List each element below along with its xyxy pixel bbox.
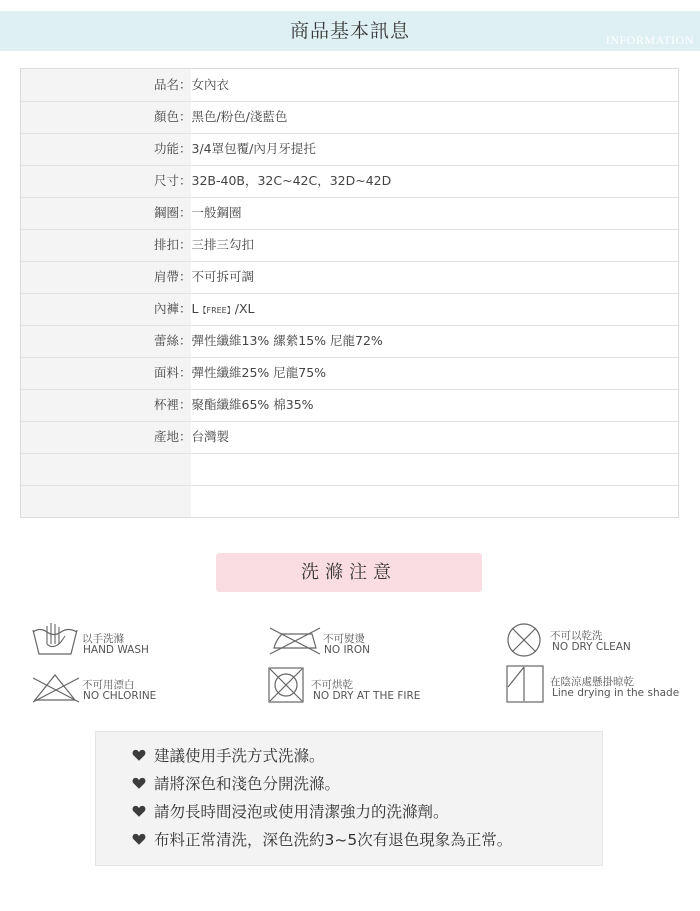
spec-text-post: /XL [234, 301, 255, 316]
note-item [132, 801, 449, 823]
spec-text: 顏色：黑色/粉色/淺藍色 [154, 109, 288, 124]
care-cn-label: 以手洗滌 [82, 633, 124, 645]
care-no-tumble-dry [268, 667, 468, 703]
spec-row [21, 133, 678, 166]
note-item [132, 829, 512, 851]
care-no-dry-clean [506, 622, 696, 658]
header-subtitle: INFORMATION [605, 33, 694, 47]
care-hand-wash [31, 620, 231, 660]
spec-row [21, 453, 678, 486]
spec-row [21, 293, 678, 326]
heart-icon [132, 748, 146, 762]
note-item [132, 773, 340, 795]
no-iron-icon [268, 626, 322, 656]
spec-text: 品名：女內衣 [154, 77, 230, 92]
care-en-label: NO IRON [324, 644, 370, 656]
spec-row [21, 325, 678, 358]
care-en-label: NO DRY AT THE FIRE [313, 690, 421, 702]
spec-text: 產地：台灣製 [154, 429, 230, 444]
care-cn-label: 不可以乾洗 [550, 630, 603, 642]
care-en-label: NO CHLORINE [83, 690, 157, 702]
page-title: 商品基本訊息 [289, 20, 410, 42]
note-text: 請將深色和淺色分開洗滌。 [154, 775, 341, 793]
spec-text: 蕾絲：彈性纖維13% 縲縈15% 尼龍72% [154, 333, 383, 348]
heart-icon [132, 832, 146, 846]
spec-row [21, 69, 678, 102]
note-text: 建議使用手洗方式洗滌。 [154, 747, 325, 765]
note-text: 布料正常清洗，深色洗約3~5次有退色現象為正常。 [154, 831, 513, 849]
no-dry-clean-icon [506, 622, 542, 658]
spec-text: 杯裡：聚酯纖維65% 棉35% [154, 397, 314, 412]
care-en-label: HAND WASH [83, 644, 149, 656]
spec-row [21, 197, 678, 230]
care-notes-box [95, 731, 603, 866]
care-cn-label: 在陰涼處懸掛晾乾 [550, 676, 634, 688]
spec-row [21, 101, 678, 134]
care-en-label: NO DRY CLEAN [552, 641, 631, 653]
spec-row [21, 357, 678, 390]
care-no-chlorine [31, 672, 231, 706]
spec-text: 排扣：三排三勾扣 [154, 237, 255, 252]
hand-wash-icon [31, 620, 79, 660]
spec-text: 面料：彈性纖維25% 尼龍75% [154, 365, 327, 380]
spec-row [21, 229, 678, 262]
care-en-label: Line drying in the shade [552, 687, 680, 699]
care-line-dry-shade [506, 665, 698, 703]
heart-icon [132, 804, 146, 818]
spec-row [21, 261, 678, 294]
spec-text-small: 【FREE】 [198, 306, 235, 315]
note-text: 請勿長時間浸泡或使用清潔強力的洗滌劑。 [154, 803, 449, 821]
spec-row [21, 389, 678, 422]
care-no-iron [268, 626, 468, 660]
spec-row [21, 485, 678, 517]
spec-text: 尺寸：32B-40B，32C~42C，32D~42D [154, 173, 392, 188]
spec-text: 鋼圈：一般鋼圈 [154, 205, 242, 220]
line-dry-shade-icon [506, 665, 544, 703]
spec-table [20, 68, 679, 518]
spec-text: 肩帶：不可拆可調 [154, 269, 255, 284]
spec-row [21, 421, 678, 454]
care-cn-label: 不可烘乾 [311, 679, 353, 691]
wash-title: 洗滌注意 [216, 553, 482, 592]
note-item [132, 745, 325, 767]
spec-text [154, 293, 255, 325]
spec-row [21, 165, 678, 198]
no-tumble-dry-icon [268, 667, 304, 703]
heart-icon [132, 776, 146, 790]
no-bleach-icon [31, 672, 81, 704]
spec-text: 功能：3/4罩包覆/內月牙提托 [154, 141, 316, 156]
spec-text-pre: 內褲：L [154, 301, 199, 316]
care-cn-label: 不可用漂白 [82, 679, 135, 691]
care-cn-label: 不可熨燙 [323, 633, 365, 645]
